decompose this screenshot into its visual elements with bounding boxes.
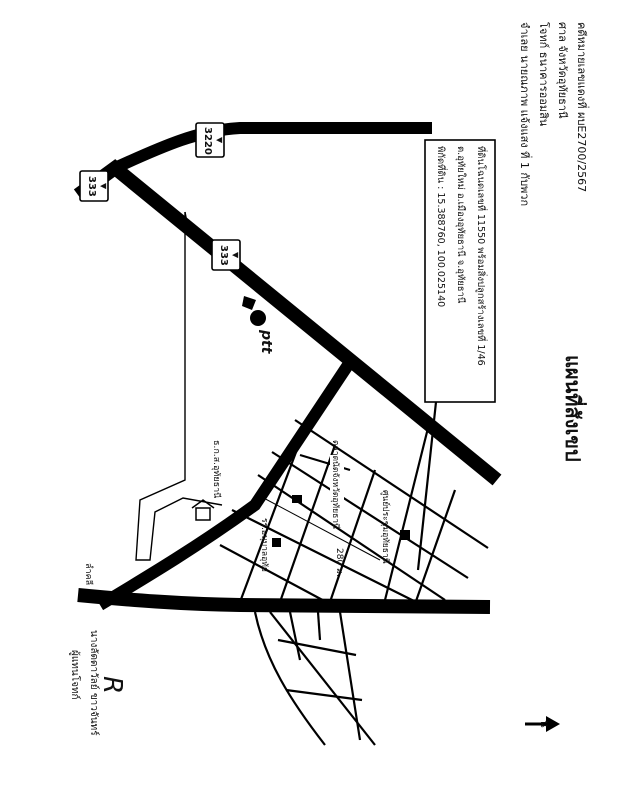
distance-label: 280 ม. — [334, 548, 344, 577]
route-333-mid-arrow-icon: ▼ — [231, 252, 240, 259]
route-3220-arrow-icon: ▼ — [215, 137, 224, 144]
route-shield-3220 — [196, 123, 224, 157]
map-title: แผนที่สังเขป — [561, 355, 585, 462]
north-arrow-icon — [525, 716, 560, 732]
school-icon — [272, 538, 281, 547]
info-deed: ที่ดินโฉนดเลขที่ 11550 พร้อมสิ่งปลูกสร้างเลขที่ 1/46 — [475, 146, 486, 366]
ptt-logo-icon — [242, 296, 266, 326]
signer-role: ผู้แทนโจทก์ — [69, 650, 80, 700]
school-label: รร.อนุบาลอุทัย — [259, 518, 269, 572]
info-location: ต.อุทัยใหม่ อ.เมืองอุทัยธานี จ.อุทัยธานี — [455, 146, 466, 304]
case-number: คดีหมายเลขแดงที่ ผบE2700/2567 — [575, 22, 588, 193]
bank-landmark — [192, 440, 222, 520]
lower-roads — [255, 612, 375, 745]
highway-3220 — [115, 128, 432, 168]
defendant-name: จำเลย นายณภาพ แจ้งแสง ที่ 1 กับพวก — [518, 22, 531, 207]
info-coordinates: พิกัดที่ดิน : 15.388760, 100.025140 — [435, 146, 446, 308]
route-3220-label: 3220 — [202, 127, 213, 155]
route-333-top-label: 333 — [86, 176, 97, 197]
signer-name: นางลัดดาวัลย์ ขาวจันทร์ — [88, 630, 99, 736]
route-shield-333-top — [80, 171, 108, 201]
bank-label: ธ.ก.ส.อุทัยธานี — [211, 440, 221, 499]
route-333-top-arrow-icon: ▼ — [99, 183, 108, 190]
bottom-road — [78, 595, 490, 607]
north-label: น — [538, 720, 551, 728]
market-icon — [292, 495, 302, 503]
signature-block — [69, 630, 127, 736]
ptt-label: ptt — [258, 330, 274, 354]
signature-mark: R — [97, 676, 127, 695]
school-landmark — [259, 518, 281, 572]
market-label: ตลาดนัดจังหวัดอุทัยธานี — [330, 440, 340, 529]
center-landmark — [380, 490, 410, 564]
center-icon — [400, 530, 410, 540]
route-shield-333-mid — [212, 240, 240, 270]
court-name: ศาล จังหวัดอุทัยธานี — [556, 22, 569, 119]
property-info-box — [418, 140, 495, 570]
center-label: ศูนย์ประชุมอุทัยธานี — [380, 490, 390, 564]
connector-road — [100, 362, 350, 605]
case-header — [518, 22, 590, 206]
plaintiff-name: โจทก์ ธนาคารออมสิน — [537, 22, 550, 127]
route-333-mid-label: 333 — [218, 245, 229, 266]
ptt-station — [242, 296, 274, 355]
intersection-label: ลำคลี — [83, 563, 93, 586]
